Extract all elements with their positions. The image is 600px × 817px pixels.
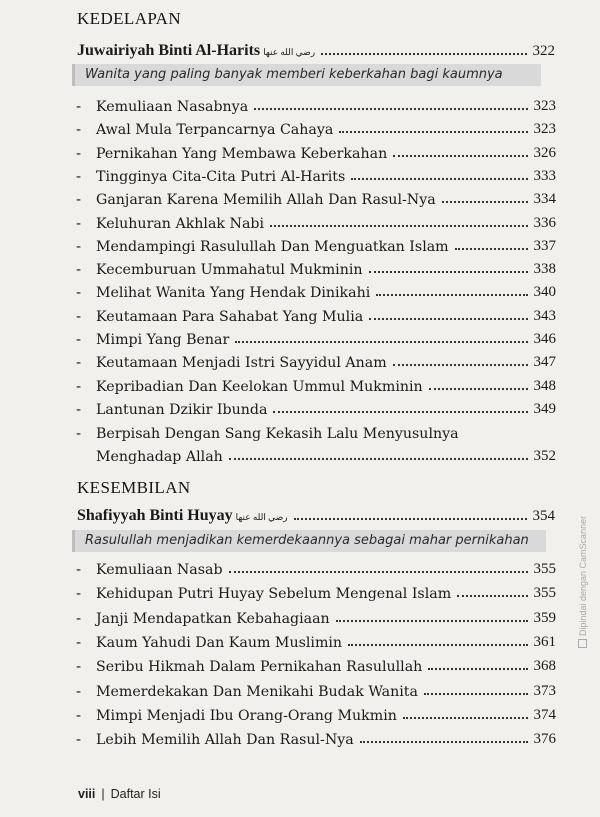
toc-item-text: Tingginya Cita-Cita Putri Al-Harits: [96, 168, 346, 185]
page-number: 376: [533, 731, 556, 748]
toc-title-entry[interactable]: [77, 503, 555, 525]
dot-leader: [429, 388, 528, 390]
page-number: 323: [533, 121, 556, 138]
toc-item[interactable]: [76, 605, 556, 627]
toc-item-text: Keutamaan Para Sahabat Yang Mulia: [96, 308, 364, 325]
list-dash: -: [76, 330, 82, 348]
toc-item-text: Melihat Wanita Yang Hendak Dinikahi: [96, 285, 371, 302]
dot-leader: [369, 318, 527, 320]
toc-item-text: Lantunan Dzikir Ibunda: [96, 401, 268, 418]
toc-item-text: Mimpi Yang Benar: [96, 332, 230, 348]
page-number: 361: [533, 633, 556, 650]
list-dash: -: [76, 399, 82, 418]
page-number: 337: [533, 237, 556, 254]
toc-item-text: Berpisah Dengan Sang Kekasih Lalu Menyusulnya: [96, 426, 459, 442]
toc-item-text: Kemuliaan Nasab: [96, 562, 223, 578]
list-dash: -: [76, 705, 82, 724]
toc-item[interactable]: [76, 373, 556, 395]
toc-item-text: Keluhuran Akhlak Nabi: [96, 215, 265, 232]
toc-item[interactable]: [76, 702, 556, 724]
toc-item-text: Kecemburuan Ummahatul Mukminin: [96, 262, 363, 279]
list-dash: -: [76, 260, 82, 279]
toc-item[interactable]: [76, 420, 556, 442]
list-dash: -: [76, 560, 82, 578]
entry-title: Juwairiyah Binti Al-Harits رضي الله عنها: [77, 42, 316, 59]
toc-item[interactable]: [76, 326, 556, 348]
dot-leader: [376, 294, 527, 296]
chapter-heading: KESEMBILAN: [77, 478, 191, 497]
list-dash: -: [76, 190, 82, 209]
page-number: 354: [532, 508, 555, 524]
page-number: 326: [533, 144, 556, 161]
toc-item[interactable]: [76, 140, 556, 162]
dot-leader: [455, 248, 528, 250]
list-dash: -: [76, 166, 82, 185]
chapter-subtitle-banner: Wanita yang paling banyak memberi keberkahan bagi kaumnya: [72, 64, 541, 86]
dot-leader: [321, 53, 526, 55]
page-number: 336: [533, 214, 556, 231]
toc-item-text: Mendampingi Rasulullah Dan Menguatkan Islam: [96, 238, 449, 255]
toc-item-text: Kaum Yahudi Dan Kaum Muslimin: [96, 634, 343, 651]
toc-item[interactable]: [76, 210, 556, 232]
toc-item[interactable]: [76, 580, 556, 602]
toc-item[interactable]: [76, 279, 556, 301]
dot-leader: [294, 518, 527, 520]
toc-item[interactable]: [76, 396, 556, 418]
page-number: 343: [533, 307, 556, 324]
dot-leader: [229, 571, 528, 573]
toc-item[interactable]: [76, 116, 556, 138]
dot-leader: [348, 644, 527, 646]
page-number: 368: [533, 658, 556, 675]
list-dash: -: [76, 608, 82, 627]
page-number: 334: [533, 191, 556, 208]
dot-leader: [428, 668, 527, 670]
dot-leader: [270, 225, 527, 227]
toc-item[interactable]: [76, 163, 556, 185]
list-dash: -: [76, 143, 82, 162]
toc-item[interactable]: [76, 186, 556, 208]
page-number: 349: [533, 400, 556, 417]
list-dash: -: [76, 424, 82, 442]
page-number: 340: [533, 284, 556, 301]
list-dash: -: [76, 283, 82, 302]
list-dash: -: [76, 584, 82, 603]
list-dash: -: [76, 236, 82, 255]
toc-item-text: Awal Mula Terpancarnya Cahaya: [96, 122, 334, 139]
list-dash: -: [76, 657, 82, 676]
footer-separator: |: [101, 787, 105, 801]
list-dash: -: [76, 213, 82, 232]
toc-item-text: Pernikahan Yang Membawa Keberkahan: [96, 145, 388, 162]
toc-item[interactable]: [76, 556, 556, 578]
chapter-heading: KEDELAPAN: [77, 9, 182, 28]
toc-item[interactable]: [76, 629, 556, 651]
toc-item-text: Lebih Memilih Allah Dan Rasul-Nya: [96, 732, 354, 749]
page-number: 352: [533, 448, 556, 464]
list-dash: -: [76, 306, 82, 325]
toc-item-text: Kepribadian Dan Keelokan Ummul Mukminin: [96, 378, 423, 395]
page-number: 355: [533, 561, 556, 577]
honorific-glyph: رضي الله عنها: [263, 47, 316, 57]
list-dash: -: [76, 120, 82, 139]
page-number: 374: [533, 706, 556, 723]
toc-item-text: Janji Mendapatkan Kebahagiaan: [96, 610, 330, 627]
toc-item[interactable]: [76, 349, 556, 371]
dot-leader: [403, 717, 528, 719]
list-dash: -: [76, 632, 82, 651]
dot-leader: [336, 620, 528, 622]
toc-item-text: Mimpi Menjadi Ibu Orang-Orang Mukmin: [96, 707, 397, 724]
list-dash: -: [76, 353, 82, 372]
toc-item[interactable]: [76, 256, 556, 278]
toc-item-text: Kehidupan Putri Huyay Sebelum Mengenal Islam: [96, 586, 452, 603]
dot-leader: [273, 411, 527, 413]
list-dash: -: [76, 97, 82, 115]
page-number: 347: [533, 354, 556, 371]
toc-item-text: Seribu Hikmah Dalam Pernikahan Rasulullah: [96, 659, 423, 676]
toc-item-continuation[interactable]: [96, 443, 556, 465]
toc-item-text: Memerdekakan Dan Menikahi Budak Wanita: [96, 683, 418, 700]
toc-item-text: Keutamaan Menjadi Istri Sayyidul Anam: [96, 355, 387, 372]
toc-item-text: Ganjaran Karena Memilih Allah Dan Rasul-Nya: [96, 192, 436, 209]
list-dash: -: [76, 730, 82, 749]
dot-leader: [339, 131, 527, 133]
toc-item[interactable]: [76, 93, 556, 115]
dot-leader: [457, 595, 527, 597]
page-number: 355: [533, 585, 556, 602]
dot-leader: [360, 741, 528, 743]
page-number: 333: [533, 167, 556, 184]
dot-leader: [235, 341, 527, 343]
page-footer: [78, 787, 161, 801]
toc-item[interactable]: [76, 303, 556, 325]
entry-title: Shafiyyah Binti Huyay رضي الله عنها: [77, 507, 288, 524]
footer-label: Daftar Isi: [110, 787, 161, 801]
dot-leader: [351, 178, 527, 180]
toc-item-text: Menghadap Allah: [96, 449, 223, 465]
toc-item[interactable]: [76, 233, 556, 255]
dot-leader: [393, 155, 527, 157]
page-number: 338: [533, 261, 556, 278]
honorific-glyph: رضي الله عنها: [235, 512, 288, 522]
scanner-watermark: Dipindai dengan CamScanner: [578, 516, 588, 648]
toc-title-entry[interactable]: [77, 38, 555, 60]
page-number: 373: [533, 682, 556, 699]
dot-leader: [442, 201, 528, 203]
page-number: 348: [533, 377, 556, 394]
dot-leader: [254, 108, 527, 110]
chapter-subtitle-banner: Rasulullah menjadikan kemerdekaannya sebagai mahar pernikahan: [72, 530, 546, 552]
page-number: 346: [533, 331, 556, 347]
toc-item[interactable]: [76, 653, 556, 675]
toc-item[interactable]: [76, 726, 556, 748]
dot-leader: [393, 364, 528, 366]
page-number: 323: [533, 98, 556, 114]
dot-leader: [369, 271, 528, 273]
camscanner-icon: [578, 639, 587, 648]
page-number: 359: [533, 609, 556, 626]
list-dash: -: [76, 376, 82, 395]
footer-page-number: viii: [78, 787, 96, 801]
list-dash: -: [76, 681, 82, 700]
dot-leader: [424, 693, 528, 695]
dot-leader: [229, 458, 528, 460]
toc-item-text: Kemuliaan Nasabnya: [96, 99, 249, 115]
page-number: 322: [532, 43, 555, 59]
toc-item[interactable]: [76, 678, 556, 700]
